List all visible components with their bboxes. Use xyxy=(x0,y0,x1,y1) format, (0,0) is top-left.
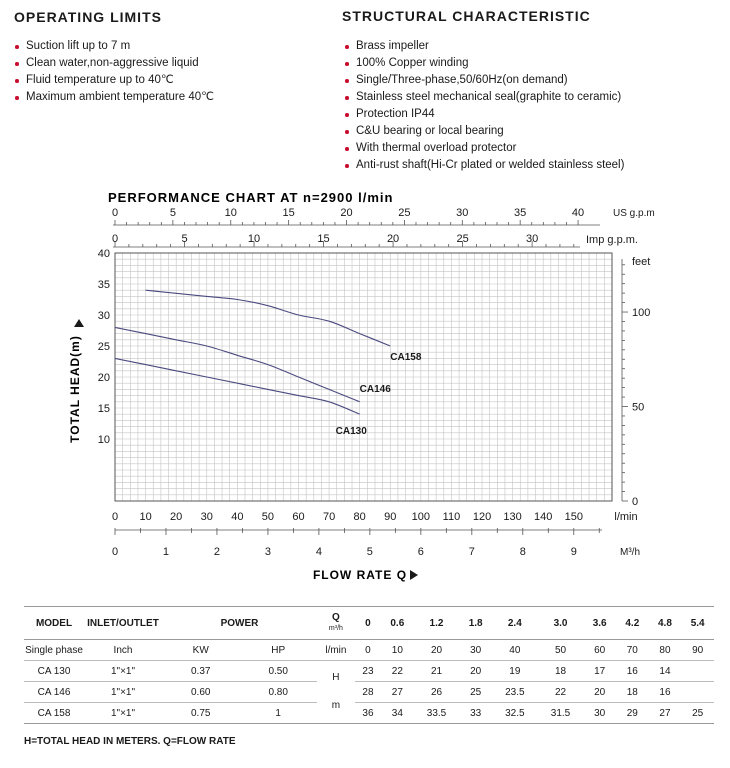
col-q xyxy=(317,607,355,640)
us-gpm-tick-label: 15 xyxy=(282,207,295,219)
feet-tick-label: 0 xyxy=(632,496,639,508)
q-unit: m³/h xyxy=(328,624,343,632)
table-row xyxy=(24,682,714,703)
imp-gpm-tick-label: 25 xyxy=(456,233,469,245)
h-unit-cell xyxy=(317,661,355,724)
m3h-tick-label: 8 xyxy=(519,546,526,558)
us-gpm-tick-label: 20 xyxy=(340,207,353,219)
table-header-row xyxy=(24,607,714,640)
y-tick-label: 35 xyxy=(97,279,110,291)
table-cell: 27 xyxy=(381,682,414,703)
q-value: 4.2 xyxy=(616,607,649,640)
table-cell: 40 xyxy=(492,640,538,661)
table-cell: 18 xyxy=(616,682,649,703)
table-cell xyxy=(681,682,714,703)
q-value: 1.8 xyxy=(459,607,492,640)
us-gpm-tick-label: 35 xyxy=(514,207,527,219)
h-label: H xyxy=(332,672,340,683)
table-cell: 1"×1" xyxy=(84,703,162,724)
col-inlet: INLET/OUTLET xyxy=(84,607,162,640)
table-cell: 20 xyxy=(583,682,616,703)
table-cell: 36 xyxy=(355,703,381,724)
table-cell: 27 xyxy=(649,703,682,724)
q-value: 3.6 xyxy=(583,607,616,640)
table-cell: 80 xyxy=(649,640,682,661)
table-row xyxy=(24,640,714,661)
y-tick-label: 20 xyxy=(97,372,110,384)
m3h-tick-label: 4 xyxy=(315,546,322,558)
table-cell: 28 xyxy=(355,682,381,703)
table-cell: 33 xyxy=(459,703,492,724)
table-cell: 20 xyxy=(414,640,460,661)
table-cell: 31.5 xyxy=(538,703,584,724)
table-cell: 33.5 xyxy=(414,703,460,724)
table-cell: 0.75 xyxy=(162,703,239,724)
series-label-ca158: CA158 xyxy=(390,352,422,363)
y-tick-label: 10 xyxy=(97,434,110,446)
list-item: Suction lift up to 7 m xyxy=(14,38,214,55)
q-value: 3.0 xyxy=(538,607,584,640)
table-cell: HP xyxy=(239,640,316,661)
q-value: 2.4 xyxy=(492,607,538,640)
y-axis-arrow-icon xyxy=(74,319,84,327)
y-tick-label: 25 xyxy=(97,341,110,353)
series-label-ca130: CA130 xyxy=(335,426,367,438)
us-gpm-tick-label: 40 xyxy=(571,207,585,219)
x-tick-label: 60 xyxy=(292,511,305,523)
performance-chart xyxy=(0,185,730,595)
table-cell: 0.37 xyxy=(162,661,239,682)
m3h-unit-label: M³/h xyxy=(620,547,640,558)
table-cell: 0.50 xyxy=(239,661,316,682)
table-cell: 60 xyxy=(583,640,616,661)
table-cell: l/min xyxy=(317,640,355,661)
y-axis-label: TOTAL HEAD(m) xyxy=(68,335,82,443)
chart-grid xyxy=(115,253,612,501)
y-tick-label: 15 xyxy=(97,403,110,415)
m3h-tick-label: 6 xyxy=(417,546,424,558)
table-cell: 16 xyxy=(649,682,682,703)
us-gpm-unit-label: US g.p.m xyxy=(613,208,655,219)
m3h-tick-label: 1 xyxy=(162,546,170,558)
table-cell: 1"×1" xyxy=(84,682,162,703)
table-cell: 0 xyxy=(355,640,381,661)
table-cell: 23.5 xyxy=(492,682,538,703)
table-cell: 23 xyxy=(355,661,381,682)
list-item: Protection IP44 xyxy=(344,106,624,123)
col-power: POWER xyxy=(162,607,317,640)
table-cell: 30 xyxy=(583,703,616,724)
table-cell: 19 xyxy=(492,661,538,682)
us-gpm-tick-label: 5 xyxy=(169,207,176,219)
table-cell: 1 xyxy=(239,703,316,724)
us-gpm-tick-label: 30 xyxy=(456,207,469,219)
feet-unit-label: feet xyxy=(632,256,651,268)
table-cell: CA 130 xyxy=(24,661,84,682)
table-cell: 16 xyxy=(616,661,649,682)
table-cell: 29 xyxy=(616,703,649,724)
table-row xyxy=(24,703,714,724)
table-cell: Single phase xyxy=(24,640,84,661)
operating-limits-title: OPERATING LIMITS xyxy=(14,9,162,25)
table-cell: 1"×1" xyxy=(84,661,162,682)
q-value: 0 xyxy=(355,607,381,640)
table-cell: 21 xyxy=(414,661,460,682)
table-cell: 18 xyxy=(538,661,584,682)
list-item: Brass impeller xyxy=(344,38,624,55)
x-tick-label: 80 xyxy=(353,511,366,523)
imp-gpm-tick-label: 20 xyxy=(386,233,400,245)
table-cell xyxy=(681,661,714,682)
y-tick-label: 30 xyxy=(97,310,110,322)
table-cell: CA 158 xyxy=(24,703,84,724)
structural-title: STRUCTURAL CHARACTERISTIC xyxy=(342,8,591,24)
list-item: Anti-rust shaft(Hi-Cr plated or welded stainless steel) xyxy=(344,157,624,174)
list-item: With thermal overload protector xyxy=(344,140,624,157)
footnote: H=TOTAL HEAD IN METERS. Q=FLOW RATE xyxy=(24,736,236,747)
table-cell: 0.60 xyxy=(162,682,239,703)
spec-table xyxy=(24,606,714,724)
x-unit-label: l/min xyxy=(614,511,638,523)
chart-title: PERFORMANCE CHART AT n=2900 l/min xyxy=(108,190,394,205)
table-cell: CA 146 xyxy=(24,682,84,703)
list-item: Single/Three-phase,50/60Hz(on demand) xyxy=(344,72,624,89)
x-tick-label: 140 xyxy=(534,511,553,523)
table-cell: 25 xyxy=(459,682,492,703)
list-item: Stainless steel mechanical seal(graphite to ceramic) xyxy=(344,89,624,106)
table-cell: 30 xyxy=(459,640,492,661)
x-tick-label: 50 xyxy=(261,511,275,523)
x-tick-label: 120 xyxy=(472,511,492,523)
q-value: 1.2 xyxy=(414,607,460,640)
imp-gpm-unit-label: Imp g.p.m. xyxy=(586,234,638,246)
x-tick-label: 70 xyxy=(322,511,336,523)
list-item: Fluid temperature up to 40℃ xyxy=(14,72,214,89)
m3h-tick-label: 7 xyxy=(468,546,475,558)
structural-list xyxy=(344,38,624,174)
x-tick-label: 40 xyxy=(231,511,244,523)
m-label: m xyxy=(331,700,341,711)
table-cell: 20 xyxy=(459,661,492,682)
table-cell: KW xyxy=(162,640,239,661)
table-cell: 50 xyxy=(538,640,584,661)
x-tick-label: 20 xyxy=(170,511,183,523)
q-value: 0.6 xyxy=(381,607,414,640)
y-tick-label: 40 xyxy=(97,248,110,260)
feet-tick-label: 100 xyxy=(632,307,651,320)
m3h-tick-label: 3 xyxy=(264,546,271,558)
table-cell: 17 xyxy=(583,661,616,682)
table-cell: 0.80 xyxy=(239,682,316,703)
table-cell: 10 xyxy=(381,640,414,661)
series-label-ca146: CA146 xyxy=(359,383,391,395)
imp-gpm-tick-label: 15 xyxy=(317,233,330,245)
table-cell: 32.5 xyxy=(492,703,538,724)
table-cell: 26 xyxy=(414,682,460,703)
table-cell: 90 xyxy=(681,640,714,661)
imp-gpm-tick-label: 0 xyxy=(111,233,119,245)
list-item: 100% Copper winding xyxy=(344,55,624,72)
x-tick-label: 10 xyxy=(139,511,152,523)
table-cell: 14 xyxy=(649,661,682,682)
q-label: Q xyxy=(332,611,340,623)
table-cell: 25 xyxy=(681,703,714,724)
table-cell: 22 xyxy=(381,661,414,682)
q-value: 4.8 xyxy=(649,607,682,640)
imp-gpm-tick-label: 10 xyxy=(247,233,261,245)
x-tick-label: 130 xyxy=(503,511,522,523)
table-cell: Inch xyxy=(84,640,162,661)
feet-tick-label: 50 xyxy=(632,401,645,414)
x-axis-arrow-icon xyxy=(410,570,418,580)
us-gpm-tick-label: 25 xyxy=(398,207,411,219)
table-row xyxy=(24,661,714,682)
us-gpm-tick-label: 10 xyxy=(224,207,237,219)
table-cell: 34 xyxy=(381,703,414,724)
list-item: Clean water,non-aggressive liquid xyxy=(14,55,214,72)
table-cell: 22 xyxy=(538,682,584,703)
operating-limits-list xyxy=(14,38,214,106)
table-cell: 70 xyxy=(616,640,649,661)
x-tick-label: 110 xyxy=(442,511,461,523)
x-tick-label: 30 xyxy=(200,511,213,523)
m3h-tick-label: 0 xyxy=(111,546,119,558)
m3h-tick-label: 2 xyxy=(213,546,221,558)
imp-gpm-tick-label: 5 xyxy=(181,233,188,245)
m3h-tick-label: 9 xyxy=(570,546,577,558)
x-tick-label: 100 xyxy=(411,511,431,523)
x-tick-label: 90 xyxy=(384,511,397,523)
list-item: Maximum ambient temperature 40℃ xyxy=(14,89,214,106)
x-tick-label: 0 xyxy=(111,511,119,523)
m3h-tick-label: 5 xyxy=(366,546,373,558)
imp-gpm-tick-label: 30 xyxy=(525,233,539,245)
col-model: MODEL xyxy=(24,607,84,640)
q-value: 5.4 xyxy=(681,607,714,640)
list-item: C&U bearing or local bearing xyxy=(344,123,624,140)
x-axis-label: FLOW RATE Q xyxy=(312,568,408,582)
x-tick-label: 150 xyxy=(564,511,583,523)
us-gpm-tick-label: 0 xyxy=(111,207,119,219)
